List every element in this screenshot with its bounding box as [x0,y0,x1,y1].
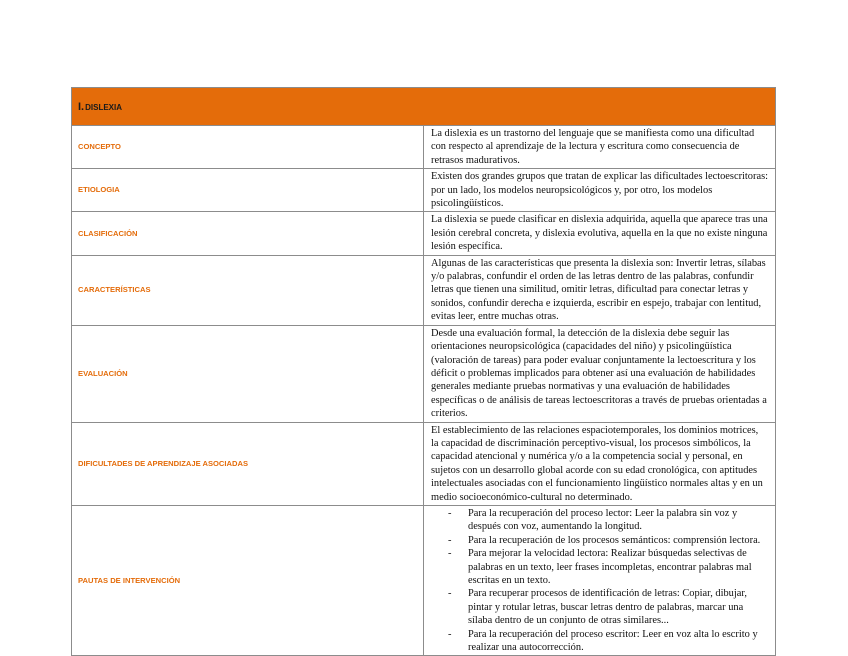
table-row [72,212,776,255]
row-label-concepto: CONCEPTO [72,126,424,169]
row-label-evaluacion: EVALUACIÓN [72,325,424,422]
dash-bullet: - [448,628,452,640]
table-row [72,505,776,655]
list-item: - Para recuperar procesos de identificación de letras: Copiar, dibujar, pintar y rotular letras, buscar letras dentro de palabras, marcar una sílaba dentro de un conjunto de otras similares... [448,588,748,627]
dash-bullet: - [448,588,452,600]
table-row [72,169,776,212]
section-number: I. [78,100,85,113]
dash-bullet: - [448,534,452,546]
list-item: - Para la recuperación del proceso escritor: Leer en voz alta lo escrito y realizar una autocorrección. [448,628,758,654]
list-item: - Para mejorar la velocidad lectora: Realizar búsquedas selectivas de palabras en un texto, leer frases incompletas, encontrar palabras mal escritas en un texto. [448,548,752,586]
row-text-dificultades: El establecimiento de las relaciones espaciotemporales, los dominios motrices, la capacidad de discriminación perceptivo-visual, los procesos simbólicos, la capacidad atencional y numérica y/o a la competencia social y personal, en sujetos con un desarrollo global acorde con su edad cronológica, con aptitudes intelectuales asociadas con el funcionamiento lingüístico normales altas y en un medio socioeconómico-cultural no determinado. [424,422,776,505]
row-text-caracteristicas: Algunas de las características que presenta la dislexia son: Invertir letras, sílabas y/o palabras, confundir el orden de las letras dentro de las palabras, confundir letras que tienen una similitud, omitir letras, dificultad para conectar letras y sonidos, confundir derecha e izquierda, escribir en espejo, trabajar con lentitud, evitas leer, entre muchas otras. [424,255,776,325]
row-label-dificultades: DIFICULTADES DE APRENDIZAJE ASOCIADAS [72,422,424,505]
row-text-concepto: La dislexia es un trastorno del lenguaje que se manifiesta como una dificultad con respecto al aprendizaje de la lectura y escritura como consecuencia de retrasos madurativos. [424,126,776,169]
dash-bullet: - [448,507,452,519]
dislexia-table [71,87,776,656]
table-row [72,126,776,169]
table-row [72,325,776,422]
row-label-etiologia: ETIOLOGIA [72,169,424,212]
section-title: DISLEXIA [85,102,123,112]
list-item: - Para la recuperación del proceso lector: Leer la palabra sin voz y después con voz, aumentando la longitud. [448,507,738,533]
table-row [72,422,776,505]
dash-bullet: - [448,548,452,560]
row-text-evaluacion: Desde una evaluación formal, la detección de la dislexia debe seguir las orientaciones neuropsicológica (capacidades del niño) y psicolingüística (valoración de tareas) para poder evaluar conjuntamente la lectoescritura y los déficit o problemas implicados para obtener así una evaluación de habilidades generales mediante pruebas normativas y una evaluación de habilidades específicas o de análisis de tareas lectoescritoras a través de pruebas orientadas a criterios. [424,325,776,422]
table-row [72,255,776,325]
pautas-list [431,507,768,654]
row-label-clasificacion: CLASIFICACIÓN [72,212,424,255]
row-text-clasificacion: La dislexia se puede clasificar en dislexia adquirida, aquella que aparece tras una lesión cerebral concreta, y dislexia evolutiva, aquella en la que no existe ninguna lesión específica. [424,212,776,255]
row-text-pautas [424,505,776,655]
row-label-caracteristicas: CARACTERÍSTICAS [72,255,424,325]
row-text-etiologia: Existen dos grandes grupos que tratan de explicar las dificultades lectoescritoras: por un lado, los modelos neuropsicológicos y, por otro, los modelos psicolingüísticos. [424,169,776,212]
table-header [72,88,776,126]
table-header-row [72,88,776,126]
list-item: - Para la recuperación de los procesos semánticos: comprensión lectora. [448,534,761,546]
row-label-pautas: PAUTAS DE INTERVENCIÓN [72,505,424,655]
